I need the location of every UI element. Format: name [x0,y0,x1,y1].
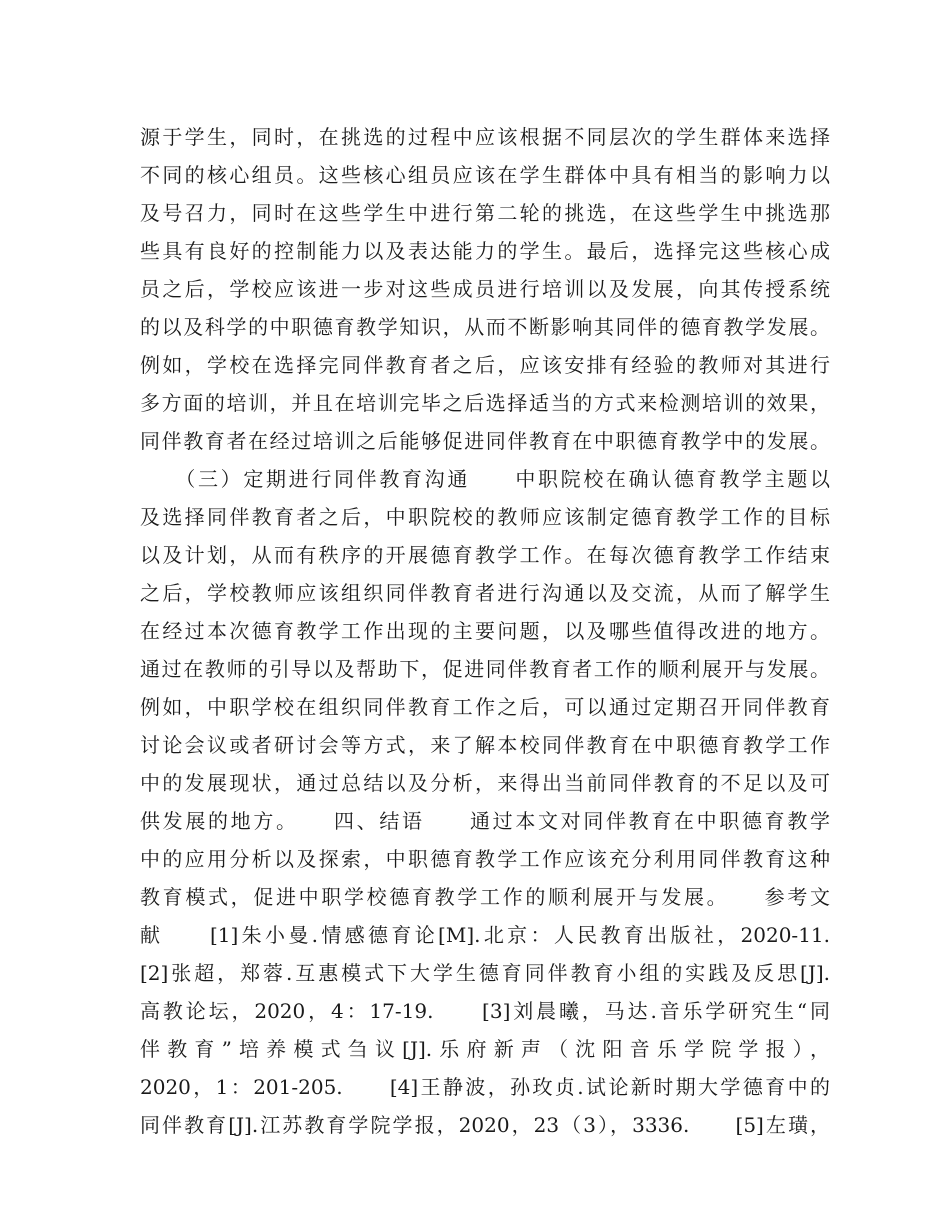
references-heading-line: 教育模式，促进中职学校德育教学工作的顺利展开与发展。 参考文 [140,885,830,909]
reference-line: 高教论坛，2020，4：17-19. [3]刘晨曦，马达.音乐学研究生“同 [140,999,830,1023]
text-line: 多方面的培训，并且在培训完毕之后选择适当的方式来检测培训的效果， [140,391,830,415]
text-line: 以及计划，从而有秩序的开展德育教学工作。在每次德育教学工作结束 [140,543,830,567]
text-line: 同伴教育者在经过培训之后能够促进同伴教育在中职德育教学中的发展。 [140,429,830,453]
text-line: 员之后，学校应该进一步对这些成员进行培训以及发展，向其传授系统 [140,277,830,301]
body-text [140,118,830,1144]
text-line: 中的发展现状，通过总结以及分析，来得出当前同伴教育的不足以及可 [140,771,830,795]
reference-line: 伴教育”培养模式刍议[J].乐府新声（沈阳音乐学院学报）， [140,1037,830,1061]
text-line: 例如，中职学校在组织同伴教育工作之后，可以通过定期召开同伴教育 [140,695,830,719]
reference-line: 2020，1：201-205. [4]王静波，孙玫贞.试论新时期大学德育中的 [140,1075,830,1099]
text-line: 源于学生，同时，在挑选的过程中应该根据不同层次的学生群体来选择 [140,125,830,149]
text-line: 例如，学校在选择完同伴教育者之后，应该安排有经验的教师对其进行 [140,353,830,377]
text-line: 通过在教师的引导以及帮助下，促进同伴教育者工作的顺利展开与发展。 [140,657,830,681]
text-line: 讨论会议或者研讨会等方式，来了解本校同伴教育在中职德育教学工作 [140,733,830,757]
text-line: 及号召力，同时在这些学生中进行第二轮的挑选，在这些学生中挑选那 [140,201,830,225]
section-heading-line: （三）定期进行同伴教育沟通 中职院校在确认德育教学主题以 [140,467,830,491]
text-line: 些具有良好的控制能力以及表达能力的学生。最后，选择完这些核心成 [140,239,830,263]
text-line: 之后，学校教师应该组织同伴教育者进行沟通以及交流，从而了解学生 [140,581,830,605]
reference-line: 同伴教育[J].江苏教育学院学报，2020，23（3），3336. [5]左璜， [140,1113,830,1137]
text-line: 不同的核心组员。这些核心组员应该在学生群体中具有相当的影响力以 [140,163,830,187]
reference-line: 献 [1]朱小曼.情感德育论[M].北京：人民教育出版社，2020-11. [140,923,830,947]
text-line: 的以及科学的中职德育教学知识，从而不断影响其同伴的德育教学发展。 [140,315,830,339]
text-line: 及选择同伴教育者之后，中职院校的教师应该制定德育教学工作的目标 [140,505,830,529]
text-line: 在经过本次德育教学工作出现的主要问题，以及哪些值得改进的地方。 [140,619,830,643]
conclusion-heading-line: 供发展的地方。 四、结语 通过本文对同伴教育在中职德育教学 [140,809,830,833]
text-line: 中的应用分析以及探索，中职德育教学工作应该充分利用同伴教育这种 [140,847,830,871]
reference-line: [2]张超，郑蓉.互惠模式下大学生德育同伴教育小组的实践及反思[J]. [140,961,830,985]
